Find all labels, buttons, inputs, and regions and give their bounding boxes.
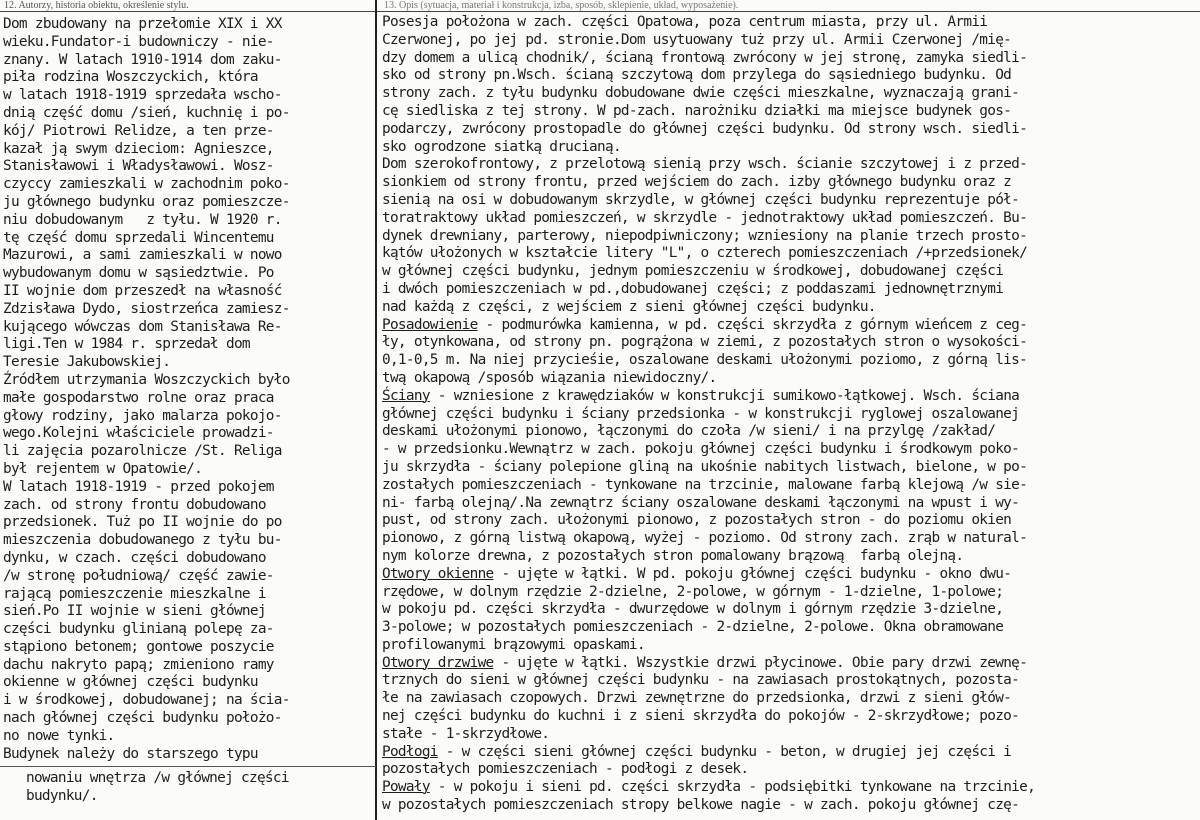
text-line: niu dobudowanym z tyłu. W 1920 r. xyxy=(3,211,282,228)
text-line: części budynku glinianą polepę za- xyxy=(3,621,274,638)
text-line: Posesja położona w zach. części Opatowa, poza centrum miasta, przy ul. Armii xyxy=(382,14,988,30)
text-line: 0,1-0,5 m. Na niej przycieśie, oszalowane deskami ułożonymi poziomo, z górną lis- xyxy=(382,352,1028,369)
text-line: Budynek należy do starszego typu xyxy=(3,745,258,762)
right-column-header: 13. Opis (sytuacja, materiał i konstrukcja, izba, sposób, sklepienie, układ, wyposażenie). xyxy=(384,0,739,11)
section-heading: Otwory okienne xyxy=(382,565,494,582)
left-column-header: 12. Autorzy, historia obiektu, określenie stylu. xyxy=(4,0,189,11)
text-line: Teresie Jakubowskiej. xyxy=(3,354,171,371)
text-line: sionkiem od strony frontu, przed wejściem do zach. izby głównego budynku oraz z xyxy=(382,174,1012,191)
text-line: kój/ Piotrowi Relidze, a ten prze- xyxy=(3,122,274,139)
text-line: Czerwonej, po jej pd. stronie.Dom usytuowany tuż przy ul. Armii Czerwonej /mię- xyxy=(382,31,1012,48)
text-line: strony zach. z tyłu budynku dobudowane dwie części mieszkalne, wyznaczają grani- xyxy=(382,85,1020,102)
text-line: /w stronę południową/ część zawie- xyxy=(3,567,274,584)
text-line: i w środkowej, dobudowanej; na ścia- xyxy=(3,692,290,709)
text-line: budynku/. xyxy=(26,787,98,804)
text-line: w głównej części budynku, jednym pomieszczeniu w środkowej, dobudowanej części xyxy=(382,263,1004,280)
left-column-bottom-rule xyxy=(0,766,376,767)
text-line: Zdzisława Dydo, siostrzeńca zamiesz- xyxy=(3,300,290,317)
history-column-continuation xyxy=(26,770,371,816)
text-line: dynek drewniany, parterowy, niepodpiwniczony; wzniesiony na planie trzech prosto- xyxy=(382,227,1028,244)
text-line: stąpiono betonem; gontowe poszycie xyxy=(3,638,274,655)
text-line: był rejentem w Opatowie/. xyxy=(3,460,203,477)
text-line: małe gospodarstwo rolne oraz praca xyxy=(3,389,274,406)
text-line: Źródłem utrzymania Woszczyckich było xyxy=(3,371,290,388)
text-line: kątów ułożonych w kształcie litery "L", o czterech pomieszczeniach /+przedsionek/ xyxy=(382,245,1028,262)
text-line: rającą pomieszczenie mieszkalne i xyxy=(3,585,266,602)
text-line: dzy domem a ulicą chodnik/, ścianą frontową zwrócony w jej stronę, zamyka siedli- xyxy=(382,49,1028,66)
section-heading: Otwory drzwiwe xyxy=(382,654,494,671)
text-line: - w przedsionku.Wewnątrz w zach. pokoju głównej części budynku i środkowym poko- xyxy=(382,441,1020,458)
text-line: przedsionek. Tuż po II wojnie do po xyxy=(3,514,282,531)
text-line: profilowanymi brązowymi opaskami. xyxy=(382,636,645,653)
text-line: nach głównej części budynku położo- xyxy=(3,710,282,727)
text-line: twą okapową /sposób wiązania niewidoczny/. xyxy=(382,369,717,386)
text-line: wybudowanym domu w sąsiedztwie. Po xyxy=(3,265,274,282)
text-line: sko od strony pn.Wsch. ścianą szczytową dom przylega do sąsiedniego budynku. Od xyxy=(382,67,1012,84)
text-line: stałe - 1-skrzydłowe. xyxy=(382,725,550,742)
text-line: nad każdą z części, z wejściem z sieni głównej części budynku. xyxy=(382,298,876,315)
text-line: kującego wówczas dom Stanisława Re- xyxy=(3,318,282,335)
text-line: Dom szerokofrontowy, z przelotową sienią przy wsch. ścianie szczytowej i z przed- xyxy=(382,156,1028,173)
text-line: łe na zawiasach czopowych. Drzwi zewnętrzne do przedsionka, drzwi z sieni głów- xyxy=(382,690,1012,707)
text-line: nowaniu wnętrza /w głównej części xyxy=(26,770,289,786)
text-line: dynku, w czach. części dobudowano xyxy=(3,549,266,566)
section-heading: Powały xyxy=(382,779,430,796)
text-line: no nowe tynki. xyxy=(3,727,115,744)
text-line: kazał ją swym dzieciom: Agnieszce, xyxy=(3,140,274,157)
text-line: pust, od strony zach. ułożonymi pionowo, z pozostałych stron - do poziomu okien xyxy=(382,512,1012,529)
text-line: zach. od strony frontu dobudowano xyxy=(3,496,266,513)
text-line: ły, otynkowana, od strony pn. pogrążona w ziemi, z pozostałych stron o wysokości- xyxy=(382,334,1028,351)
text-line: znany. W latach 1910-1914 dom zaku- xyxy=(3,51,282,68)
text-line: sień.Po II wojnie w sieni głównej xyxy=(3,603,266,620)
text-line: li zajęcia pozarolnicze /St. Religa xyxy=(3,443,282,460)
column-divider xyxy=(375,0,377,820)
text-line: dachu nakryto papą; zmieniono ramy xyxy=(3,656,274,673)
text-line: podarczy, zwrócony prostopadle do głównej części budynku. Od strony wsch. siedli- xyxy=(382,120,1028,137)
text-line: Ściany - wzniesione z krawędziaków w konstrukcji sumikowo-łątkowej. Wsch. ściana xyxy=(382,387,1020,404)
text-line: sienią na osi w dobudowanym skrzydle, w głównej części budynku reprezentuje pół- xyxy=(382,191,1020,208)
text-line: II wojnie dom przeszedł na własność xyxy=(3,282,282,299)
section-heading: Podłogi xyxy=(382,743,438,760)
text-line: tę część domu sprzedali Wincentemu xyxy=(3,229,274,246)
text-line: w pozostałych pomieszczeniach stropy belkowe nagie - w zach. pokoju głównej czę- xyxy=(382,797,1020,814)
text-line: wieku.Fundator-i budowniczy - nie- xyxy=(3,33,274,50)
text-line: toratraktowy układ pomieszczeń, w skrzydle - jednotraktowy układ pomieszczeń. Bu- xyxy=(382,209,1028,226)
description-column xyxy=(382,14,1197,814)
text-line: Mazurowi, a sami zamieszkali w nowo xyxy=(3,247,282,264)
header-rule xyxy=(0,11,1200,12)
text-line: ju głównego budynku oraz pomieszcze- xyxy=(3,193,290,210)
text-line: ni- farbą olejną/.Na zewnątrz ściany oszalowane deskami łączonymi na wpust i wy- xyxy=(382,494,1020,511)
text-line: wego.Kolejni właściciele prowadzi- xyxy=(3,425,274,442)
text-line: nej części budynku do kuchni i z sieni skrzydła do pokojów - 2-skrzydłowe; pozo- xyxy=(382,708,1020,725)
text-line: cę siedliska z tej strony. W pd-zach. narożniku działki ma miejsce budynek gos- xyxy=(382,102,1012,119)
text-line: 3-polowe; w pozostałych pomieszczeniach - 2-dzielne, 2-polowe. Okna obramowane xyxy=(382,619,1004,636)
text-line: trznych do sieni w głównej części budynku - na zawiasach prostokątnych, pozosta- xyxy=(382,672,1020,689)
text-line: rzędowe, w dolnym rzędzie 2-dzielne, 2-polowe, w górnym - 1-dzielne, 1-polowe; xyxy=(382,583,1004,600)
text-line: pozostałych pomieszczeniach - podłogi z desek. xyxy=(382,761,749,778)
text-line: głównej części budynku i ściany przedsionka - w konstrukcji ryglowej oszalowanej xyxy=(382,405,1020,422)
text-line: i dwóch pomieszczeniach w pd.,dobudowanej części; z poddaszami jednownętrznymi xyxy=(382,280,1004,297)
text-line: Powały - w pokoju i sieni pd. części skrzydła - podsiębitki tynkowane na trzcinie, xyxy=(382,779,1036,796)
section-heading: Posadowienie xyxy=(382,316,478,333)
text-line: w pokoju pd. części skrzydła - dwurzędowe w dolnym i górnym rzędzie 3-dzielne, xyxy=(382,601,1004,618)
history-column xyxy=(3,16,373,762)
text-line: Podłogi - w części sieni głównej części budynku - beton, w drugiej jej części i xyxy=(382,743,1012,760)
text-line: Dom zbudowany na przełomie XIX i XX xyxy=(3,16,282,32)
text-line: Otwory drzwiwe - ujęte w łątki. Wszystkie drzwi płycinowe. Obie pary drzwi zewnę- xyxy=(382,654,1028,671)
text-line: pionowo, z górną listwą okapową, wyżej - poziomo. Od strony zach. zrąb w natural- xyxy=(382,530,1028,547)
text-line: W latach 1918-1919 - przed pokojem xyxy=(3,478,274,495)
text-line: mieszczenia dobudowanego z tyłu bu- xyxy=(3,532,282,549)
text-line: okienne w głównej części budynku xyxy=(3,674,258,691)
text-line: dnią część domu /sień, kuchnię i po- xyxy=(3,104,290,121)
text-line: nym kolorze drewna, z pozostałych stron pomalowany brązową farbą olejną. xyxy=(382,547,964,564)
text-line: piła rodzina Woszczyckich, która xyxy=(3,69,258,86)
text-line: ligi.Ten w 1984 r. sprzedał dom xyxy=(3,336,250,353)
text-line: czyccy zamieszkali w zachodnim poko- xyxy=(3,176,290,193)
text-line: Otwory okienne - ujęte w łątki. W pd. pokoju głównej części budynku - okno dwu- xyxy=(382,565,1012,582)
text-line: Posadowienie - podmurówka kamienna, w pd. części skrzydła z górnym wieńcem z ceg- xyxy=(382,316,1028,333)
text-line: deskami ułożonymi pionowo, łączonymi do czoła /w sieni/ i na przylgę /zakład/ xyxy=(382,423,996,440)
text-line: Stanisławowi i Władysławowi. Wosz- xyxy=(3,158,274,175)
text-line: zostałych pomieszczeniach - tynkowane na trzcinie, malowane farbą klejową /w sie- xyxy=(382,476,1028,493)
section-heading: Ściany xyxy=(382,387,430,404)
text-line: ju skrzydła - ściany polepione gliną na ukośnie nabitych listwach, bielone, w po- xyxy=(382,458,1028,475)
text-line: w latach 1918-1919 sprzedała wscho- xyxy=(3,87,282,104)
text-line: sko ogrodzone siatką drucianą. xyxy=(382,138,621,155)
text-line: głowy rodziny, jako malarza pokojo- xyxy=(3,407,282,424)
